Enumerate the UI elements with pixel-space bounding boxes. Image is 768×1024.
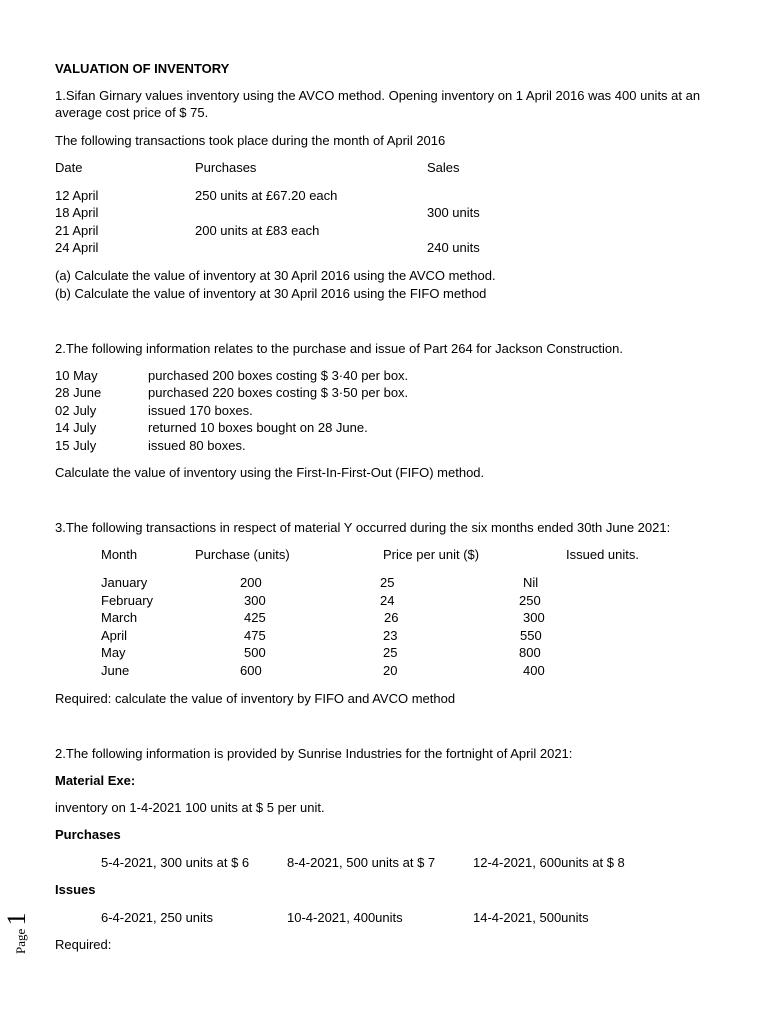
q3-cell-purchase: 600 <box>240 663 262 678</box>
q3-cell-price: 26 <box>384 610 399 625</box>
q1-row-sale: 300 units <box>427 205 480 220</box>
q4-purchases-heading: Purchases <box>55 827 121 842</box>
q3-cell-issued: Nil <box>523 575 539 590</box>
q3-cell-purchase: 300 <box>244 593 266 608</box>
q1-text-line1: 1.Sifan Girnary values inventory using the AVCO method. Opening inventory on 1 April 2016 was 400 units at an <box>55 88 701 103</box>
q3-cell-issued: 250 <box>519 593 541 608</box>
q1-row-sale: 240 units <box>427 240 480 255</box>
q1-row-date: 12 April <box>55 188 99 203</box>
q3-cell-purchase: 425 <box>244 610 266 625</box>
q3-cell-issued: 800 <box>519 645 541 660</box>
q3-cell-month: May <box>101 645 126 660</box>
q4-purchase-item: 5-4-2021, 300 units at $ 6 <box>101 855 250 870</box>
q1-part-a: (a) Calculate the value of inventory at 30 April 2016 using the AVCO method. <box>55 268 496 283</box>
q3-cell-month: January <box>101 575 148 590</box>
page-number-value: 1 <box>2 912 31 926</box>
q3-cell-price: 25 <box>380 575 395 590</box>
q3-cell-month: March <box>101 610 138 625</box>
q3-intro: 3.The following transactions in respect of material Y occurred during the six months ended 30th June 2021: <box>55 520 671 535</box>
q2-row-date: 10 May <box>55 368 98 383</box>
q3-cell-purchase: 200 <box>240 575 262 590</box>
q4-issues-heading: Issues <box>55 882 96 897</box>
q3-cell-price: 23 <box>383 628 398 643</box>
q2-row-text: purchased 220 boxes costing $ 3·50 per box. <box>148 385 409 400</box>
q3-cell-issued: 400 <box>523 663 545 678</box>
q3-required: Required: calculate the value of inventory by FIFO and AVCO method <box>55 691 456 706</box>
q4-purchase-item: 8-4-2021, 500 units at $ 7 <box>287 855 436 870</box>
q2-row-text: issued 170 boxes. <box>148 403 253 418</box>
q2-row-date: 14 July <box>55 420 97 435</box>
q3-header-price: Price per unit ($) <box>383 547 480 562</box>
q1-header-sales: Sales <box>427 160 460 175</box>
q4-issue-item: 14-4-2021, 500units <box>473 910 589 925</box>
q1-header-purchases: Purchases <box>195 160 257 175</box>
q3-cell-month: February <box>101 593 154 608</box>
q3-cell-price: 25 <box>383 645 398 660</box>
q3-cell-month: April <box>101 628 128 643</box>
q3-cell-price: 24 <box>380 593 395 608</box>
q4-purchase-item: 12-4-2021, 600units at $ 8 <box>473 855 625 870</box>
q2-row-text: returned 10 boxes bought on 28 June. <box>148 420 368 435</box>
q1-part-b: (b) Calculate the value of inventory at 30 April 2016 using the FIFO method <box>55 286 487 301</box>
q3-header-month: Month <box>101 547 138 562</box>
q1-header-date: Date <box>55 160 83 175</box>
q4-opening-inventory: inventory on 1-4-2021 100 units at $ 5 per unit. <box>55 800 325 815</box>
q4-material-heading: Material Exe: <box>55 773 136 788</box>
q1-intro: The following transactions took place during the month of April 2016 <box>55 133 446 148</box>
q1-row-purchase: 200 units at £83 each <box>195 223 320 238</box>
q3-cell-purchase: 500 <box>244 645 266 660</box>
page-label: Page <box>13 928 28 954</box>
q1-text-line2: average cost price of $ 75. <box>55 105 209 120</box>
q3-header-issued: Issued units. <box>566 547 639 562</box>
q4-required: Required: <box>55 937 112 952</box>
q3-cell-purchase: 475 <box>244 628 266 643</box>
q2-row-text: issued 80 boxes. <box>148 438 246 453</box>
q2-row-date: 15 July <box>55 438 97 453</box>
q4-intro: 2.The following information is provided by Sunrise Industries for the fortnight of April 2021: <box>55 746 573 761</box>
q1-row-date: 21 April <box>55 223 99 238</box>
q4-issue-item: 6-4-2021, 250 units <box>101 910 214 925</box>
q3-cell-issued: 550 <box>520 628 542 643</box>
q3-header-purchase: Purchase (units) <box>195 547 290 562</box>
q3-cell-price: 20 <box>383 663 398 678</box>
q2-row-date: 02 July <box>55 403 97 418</box>
q2-row-date: 28 June <box>55 385 102 400</box>
q1-row-purchase: 250 units at £67.20 each <box>195 188 338 203</box>
q3-cell-issued: 300 <box>523 610 545 625</box>
q2-intro: 2.The following information relates to the purchase and issue of Part 264 for Jackson Construction. <box>55 341 623 356</box>
q2-task: Calculate the value of inventory using the First-In-First-Out (FIFO) method. <box>55 465 485 480</box>
q1-row-date: 24 April <box>55 240 99 255</box>
page-number <box>2 908 58 958</box>
q4-issue-item: 10-4-2021, 400units <box>287 910 403 925</box>
document-title: VALUATION OF INVENTORY <box>55 61 230 76</box>
q3-cell-month: June <box>101 663 130 678</box>
q2-row-text: purchased 200 boxes costing $ 3·40 per box. <box>148 368 409 383</box>
q1-row-date: 18 April <box>55 205 99 220</box>
